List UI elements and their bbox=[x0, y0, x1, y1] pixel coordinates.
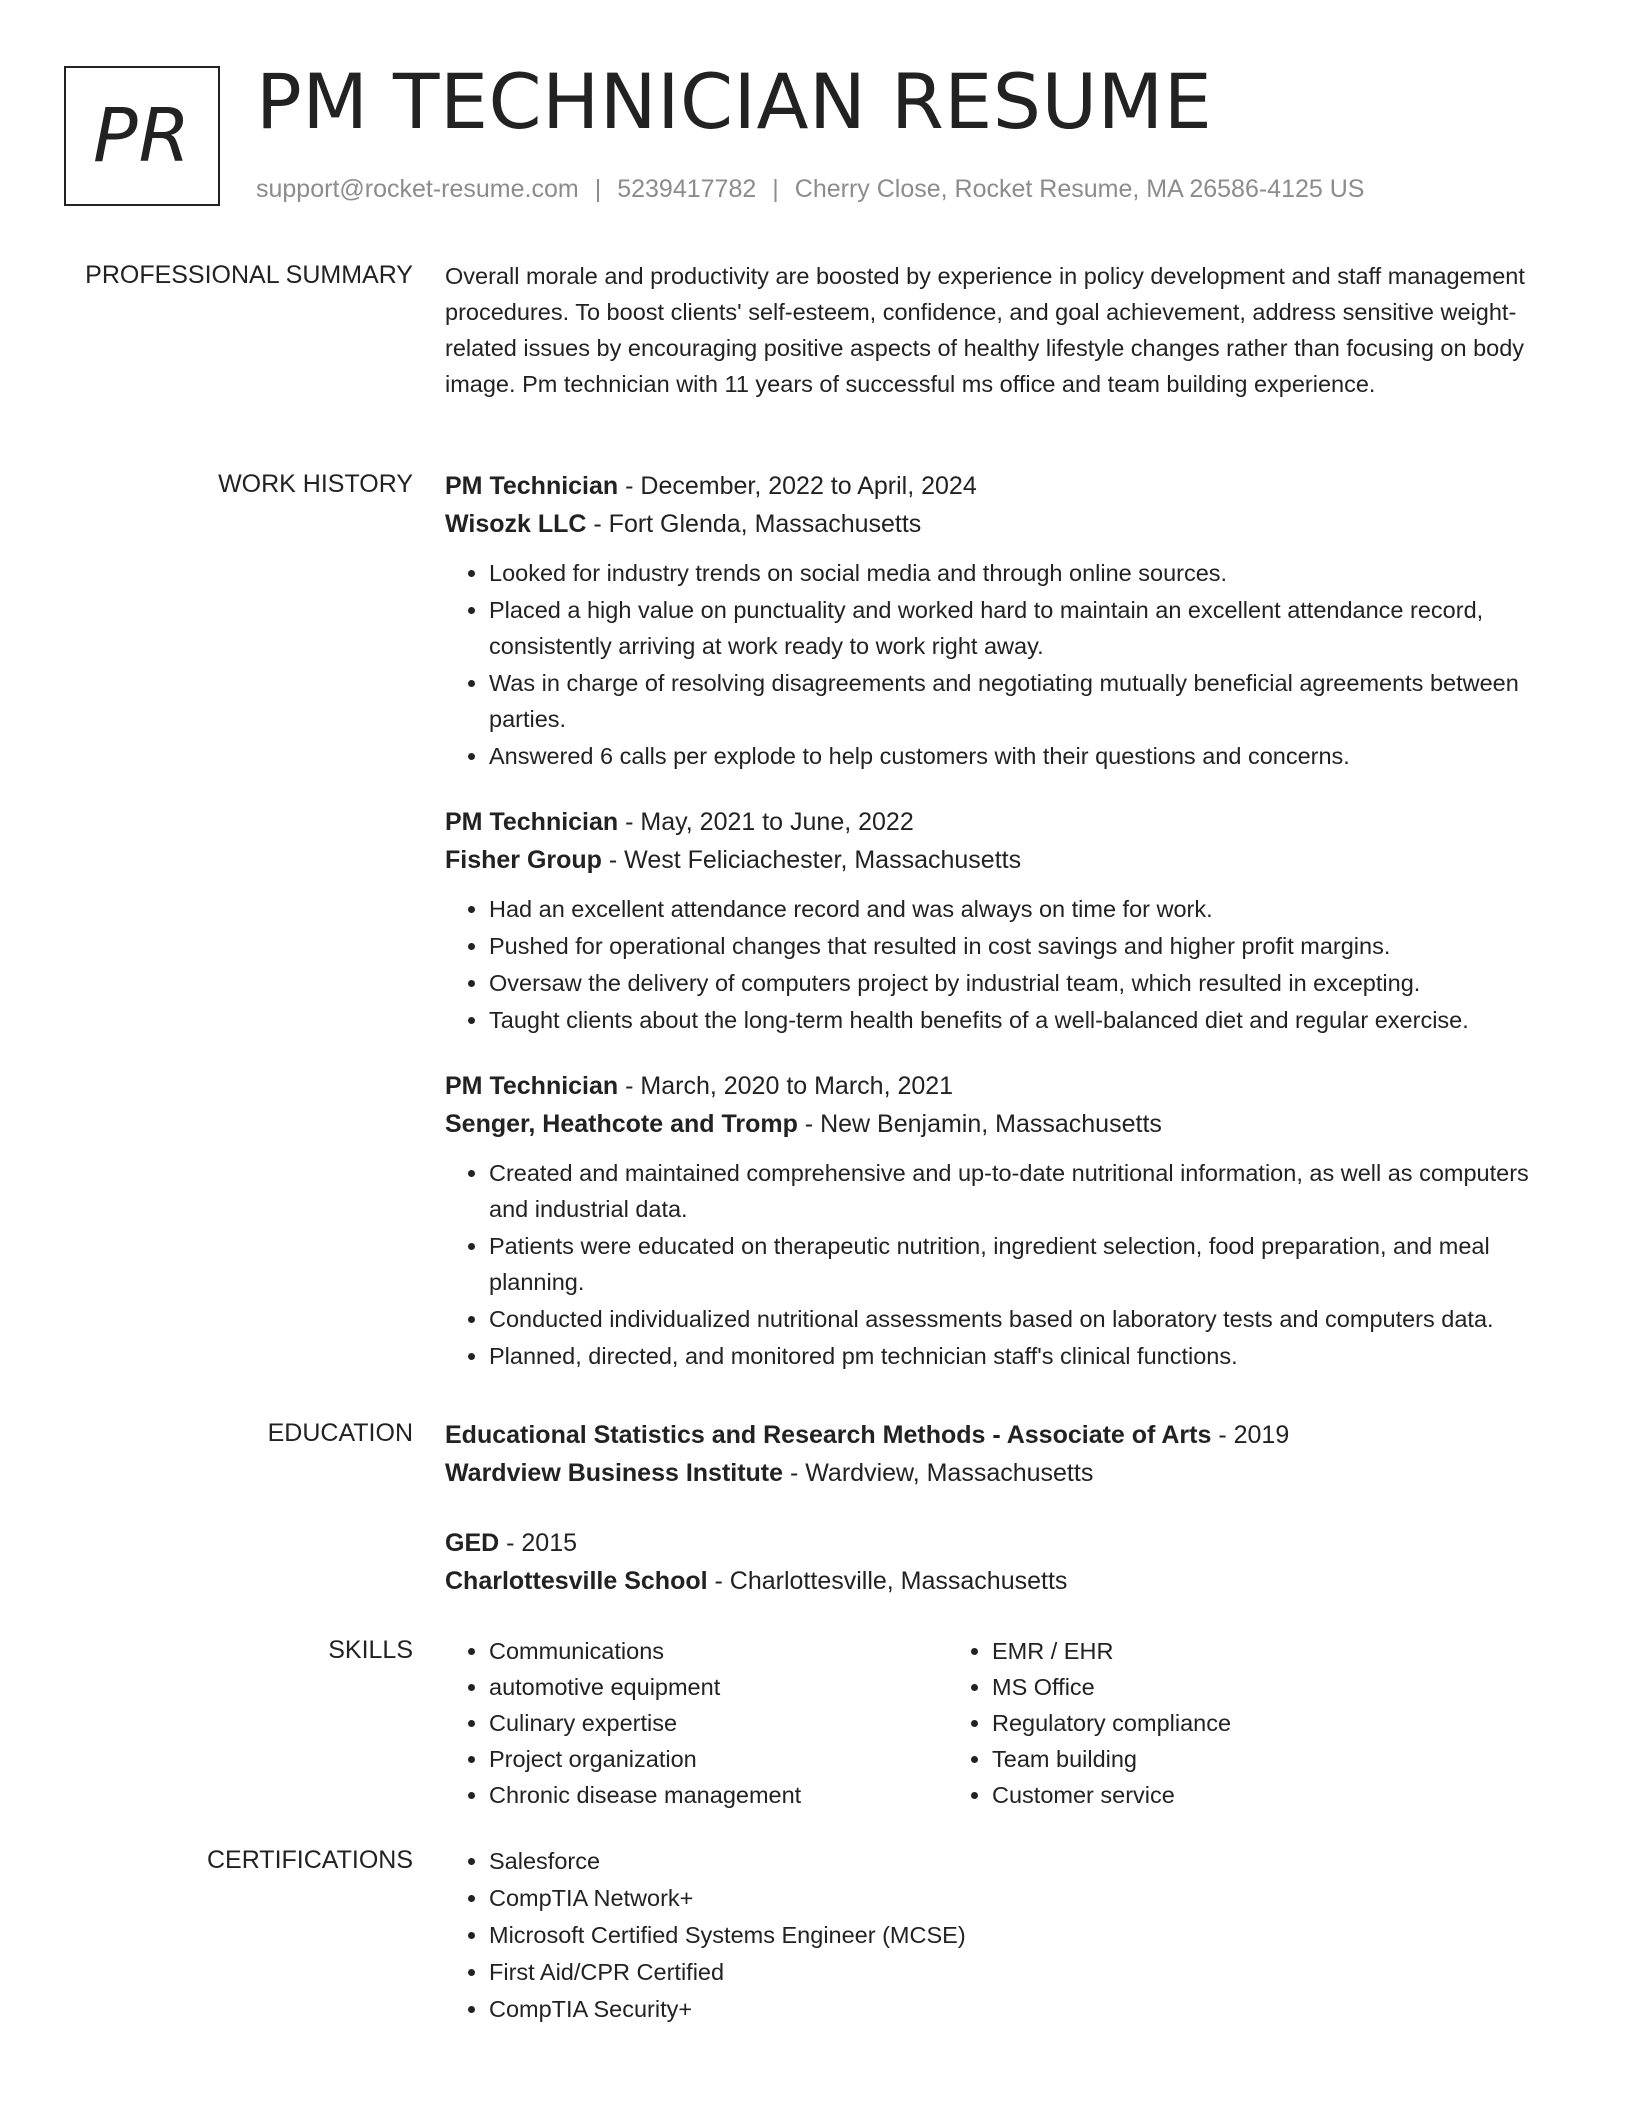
list-item: • Regulatory compliance bbox=[992, 1705, 1451, 1741]
list-item: • Microsoft Certified Systems Engineer (MCSE) bbox=[489, 1917, 1560, 1953]
job-company: Wisozk LLC bbox=[445, 510, 587, 538]
contact-email: support@rocket-resume.com bbox=[256, 175, 579, 203]
list-item: • Chronic disease management bbox=[489, 1777, 948, 1813]
job-company-line bbox=[445, 505, 1560, 543]
section-label: CERTIFICATIONS bbox=[206, 1846, 413, 1874]
job-dates: - March, 2020 to March, 2021 bbox=[618, 1072, 954, 1100]
resume-title: PM TECHNICIAN RESUME bbox=[256, 57, 1213, 146]
job-entry bbox=[445, 467, 1560, 774]
list-item: • Customer service bbox=[992, 1777, 1451, 1813]
job-company-line bbox=[445, 841, 1560, 879]
job-title-line bbox=[445, 1067, 1560, 1105]
list-item: • Placed a high value on punctuality and worked hard to maintain an excellent attendance record, consistently arriving at work ready to work right away. bbox=[489, 592, 1560, 664]
school-name: Wardview Business Institute bbox=[445, 1459, 784, 1487]
job-dates: - May, 2021 to June, 2022 bbox=[618, 808, 914, 836]
job-title: PM Technician bbox=[445, 1072, 619, 1100]
list-item: • Communications bbox=[489, 1633, 948, 1669]
section-label: EDUCATION bbox=[267, 1419, 413, 1447]
degree-line bbox=[445, 1524, 1560, 1562]
summary-text: Overall morale and productivity are boosted by experience in policy development and staff management procedures. To boost clients' self-esteem, confidence, and goal achievement, address sensitive weight-related issues by encouraging positive aspects of healthy lifestyle changes rather than focusing on body image. Pm technician with 11 years of successful ms office and team building experience. bbox=[445, 263, 1525, 397]
monogram-initials: PR bbox=[92, 93, 192, 179]
monogram-badge bbox=[64, 66, 220, 206]
education-entry bbox=[445, 1524, 1560, 1600]
list-item: • First Aid/CPR Certified bbox=[489, 1954, 1560, 1990]
list-item: • Had an excellent attendance record and was always on time for work. bbox=[489, 891, 1560, 927]
job-location: - West Feliciachester, Massachusetts bbox=[601, 846, 1022, 874]
job-location: - New Benjamin, Massachusetts bbox=[797, 1110, 1162, 1138]
list-item: • CompTIA Network+ bbox=[489, 1880, 1560, 1916]
job-location: - Fort Glenda, Massachusetts bbox=[586, 510, 922, 538]
skills-list-right bbox=[948, 1633, 1451, 1813]
degree-name: Educational Statistics and Research Methods - Associate of Arts bbox=[445, 1421, 1212, 1449]
job-entry bbox=[445, 1067, 1560, 1374]
job-title-line bbox=[445, 803, 1560, 841]
contact-separator: | bbox=[772, 175, 779, 203]
list-item: • Culinary expertise bbox=[489, 1705, 948, 1741]
education-entry bbox=[445, 1416, 1560, 1492]
contact-address: Cherry Close, Rocket Resume, MA 26586-4125 US bbox=[794, 175, 1365, 203]
list-item: • Pushed for operational changes that resulted in cost savings and higher profit margins. bbox=[489, 928, 1560, 964]
job-company: Senger, Heathcote and Tromp bbox=[445, 1110, 798, 1138]
list-item: • EMR / EHR bbox=[992, 1633, 1451, 1669]
degree-line bbox=[445, 1416, 1560, 1454]
job-company-line bbox=[445, 1105, 1560, 1143]
section-label: PROFESSIONAL SUMMARY bbox=[85, 261, 413, 289]
school-location: - Charlottesville, Massachusetts bbox=[707, 1567, 1068, 1595]
list-item: • Conducted individualized nutritional assessments based on laboratory tests and computers data. bbox=[489, 1301, 1560, 1337]
job-bullets bbox=[445, 891, 1560, 1038]
contact-line bbox=[256, 172, 1364, 206]
school-line bbox=[445, 1454, 1560, 1492]
job-title: PM Technician bbox=[445, 472, 619, 500]
certifications-list bbox=[445, 1843, 1560, 2027]
job-entry bbox=[445, 803, 1560, 1038]
job-title-line bbox=[445, 467, 1560, 505]
job-dates: - December, 2022 to April, 2024 bbox=[618, 472, 977, 500]
list-item: • Patients were educated on therapeutic nutrition, ingredient selection, food preparation, and meal planning. bbox=[489, 1228, 1560, 1300]
list-item: • Looked for industry trends on social media and through online sources. bbox=[489, 555, 1560, 591]
school-name: Charlottesville School bbox=[445, 1567, 708, 1595]
job-bullets bbox=[445, 555, 1560, 774]
degree-year: - 2015 bbox=[499, 1529, 578, 1557]
list-item: • Was in charge of resolving disagreements and negotiating mutually beneficial agreements between parties. bbox=[489, 665, 1560, 737]
list-item: • CompTIA Security+ bbox=[489, 1991, 1560, 2027]
list-item: • Created and maintained comprehensive and up-to-date nutritional information, as well as computers and industrial data. bbox=[489, 1155, 1560, 1227]
list-item: • Salesforce bbox=[489, 1843, 1560, 1879]
job-bullets bbox=[445, 1155, 1560, 1374]
job-title: PM Technician bbox=[445, 808, 619, 836]
skills-list-left bbox=[445, 1633, 948, 1813]
school-location: - Wardview, Massachusetts bbox=[783, 1459, 1094, 1487]
school-line bbox=[445, 1562, 1560, 1600]
section-label: SKILLS bbox=[328, 1636, 413, 1664]
list-item: • automotive equipment bbox=[489, 1669, 948, 1705]
list-item: • Taught clients about the long-term health benefits of a well-balanced diet and regular exercise. bbox=[489, 1002, 1560, 1038]
job-company: Fisher Group bbox=[445, 846, 602, 874]
list-item: • Team building bbox=[992, 1741, 1451, 1777]
list-item: • Planned, directed, and monitored pm technician staff's clinical functions. bbox=[489, 1338, 1560, 1374]
contact-phone: 5239417782 bbox=[617, 175, 757, 203]
list-item: • Project organization bbox=[489, 1741, 948, 1777]
skills-columns bbox=[445, 1633, 1560, 1813]
list-item: • Answered 6 calls per explode to help customers with their questions and concerns. bbox=[489, 738, 1560, 774]
list-item: • Oversaw the delivery of computers project by industrial team, which resulted in excepting. bbox=[489, 965, 1560, 1001]
contact-separator: | bbox=[594, 175, 602, 203]
degree-year: - 2019 bbox=[1211, 1421, 1290, 1449]
section-label: WORK HISTORY bbox=[218, 470, 413, 498]
degree-name: GED bbox=[445, 1529, 500, 1557]
list-item: • MS Office bbox=[992, 1669, 1451, 1705]
